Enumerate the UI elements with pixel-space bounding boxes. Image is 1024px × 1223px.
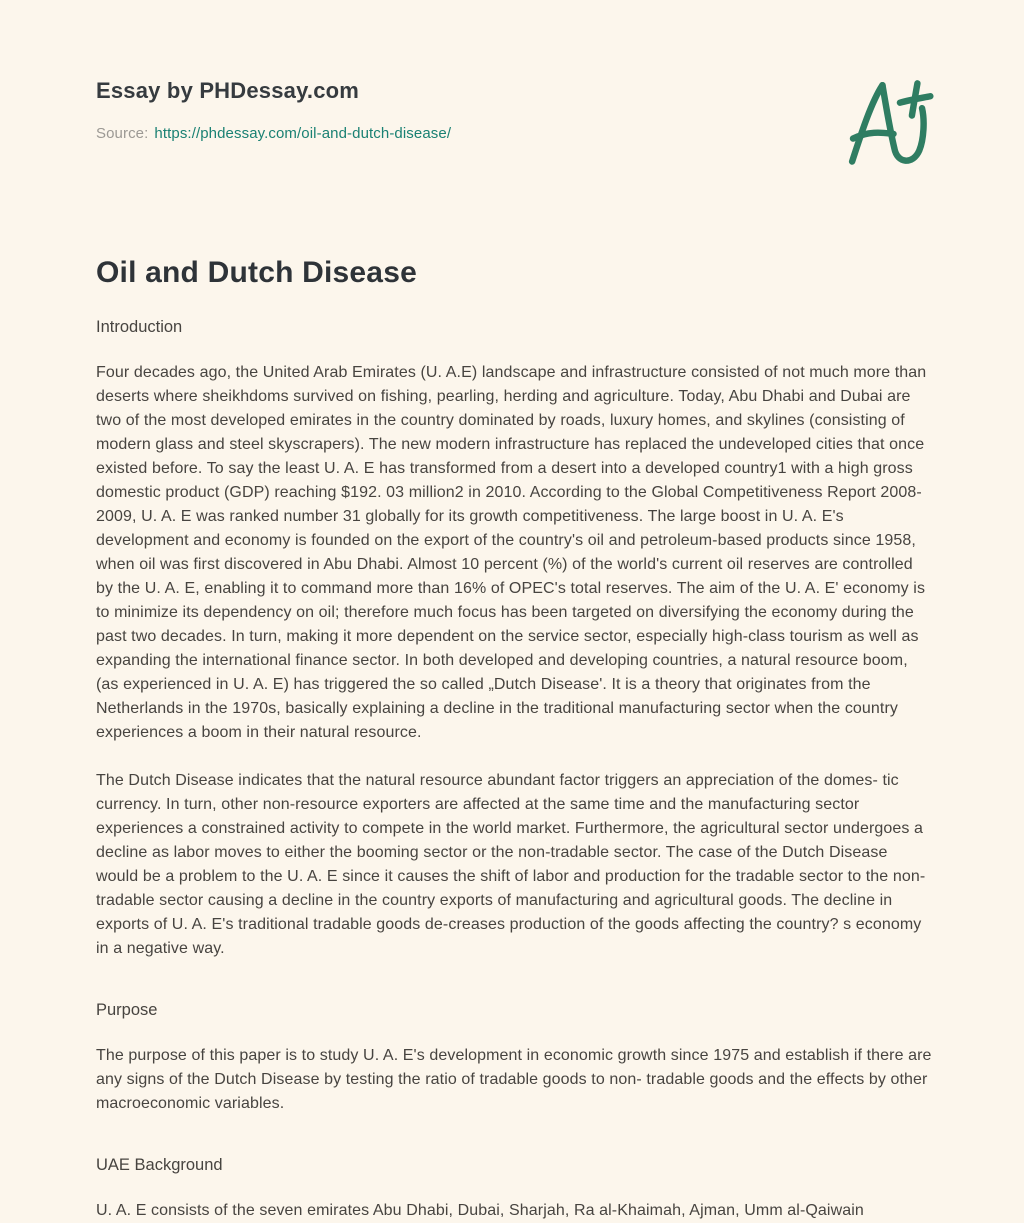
source-link[interactable]: https://phdessay.com/oil-and-dutch-disease/ [154,125,452,142]
essay-title: Oil and Dutch Disease [96,256,417,289]
paragraph: The purpose of this paper is to study U. A. E's development in economic growth since 1975 and establish if there are any signs of the Dutch Disease by testing the ratio of tradable goods to non- tradable goods and the effects by other macroeconomic variables. [96,1047,932,1112]
section-heading: Introduction [96,318,183,336]
section-uae-background [96,1156,934,1223]
header-text-block [96,78,451,142]
source-line [96,125,451,142]
section-purpose [96,1001,934,1116]
section-heading: Purpose [96,1001,158,1019]
paragraph: The Dutch Disease indicates that the natural resource abundant factor triggers an appreciation of the domes- tic currency. In turn, other non-resource exporters are affected at the same time and the manufacturing sector experiences a constrained activity to compete in the world market. Furthermore, the agricultural sector undergoes a decline as labor moves to either the booming sector or the non-tradable sector. The case of the Dutch Disease would be a problem to the U. A. E since it causes the shift of labor and production for the tradable sector to the non-tradable sector causing a decline in the country exports of manufacturing and agricultural goods. The decline in exports of U. A. E's traditional tradable goods de-creases production of the goods affecting the country? s economy in a negative way. [96,772,926,957]
source-label: Source: [96,125,149,142]
section-heading: UAE Background [96,1156,223,1174]
paragraph: U. A. E consists of the seven emirates Abu Dhabi, Dubai, Sharjah, Ra al-Khaimah, Ajman, Umm al-Qaiwain [96,1202,864,1219]
paragraph: Four decades ago, the United Arab Emirates (U. A.E) landscape and infrastructure consisted of not much more than deserts where sheikhdoms survived on fishing, pearling, herding and agriculture. Today, Abu Dhabi and Dubai are two of the most developed emirates in the country dominated by roads, luxury homes, and skylines (consisting of modern glass and steel skyscrapers). The new modern infrastructure has replaced the undeveloped cities that once existed before. To say the least U. A. E has transformed from a desert into a developed country1 with a high gross domestic product (GDP) reaching $192. 03 million2 in 2010. According to the Global Competitiveness Report 2008-2009, U. A. E was ranked number 31 globally for its growth competitiveness. The large boost in U. A. E's development and economy is founded on the export of the country's oil and petroleum-based products since 1958, when oil was first discovered in Abu Dhabi. Almost 10 percent (%) of the world's current oil reserves are controlled by the U. A. E, enabling it to command more than 16% of OPEC's total reserves. The aim of the U. A. E' economy is to minimize its dependency on oil; therefore much focus has been targeted on diversifying the economy during the past two decades. In turn, making it more dependent on the service sector, especially high-class tourism as well as expanding the international finance sector. In both developed and developing countries, a natural resource boom, (as experienced in U. A. E) has triggered the so called „Dutch Disease'. It is a theory that originates from the Netherlands in the 1970s, basically explaining a decline in the traditional manufacturing sector when the country experiences a boom in their natural resource. [96,364,927,741]
section-introduction [96,318,934,961]
phdessay-a-plus-logo-icon [842,72,934,172]
page-header [96,78,934,172]
brand-title: Essay by PHDessay.com [96,78,360,103]
